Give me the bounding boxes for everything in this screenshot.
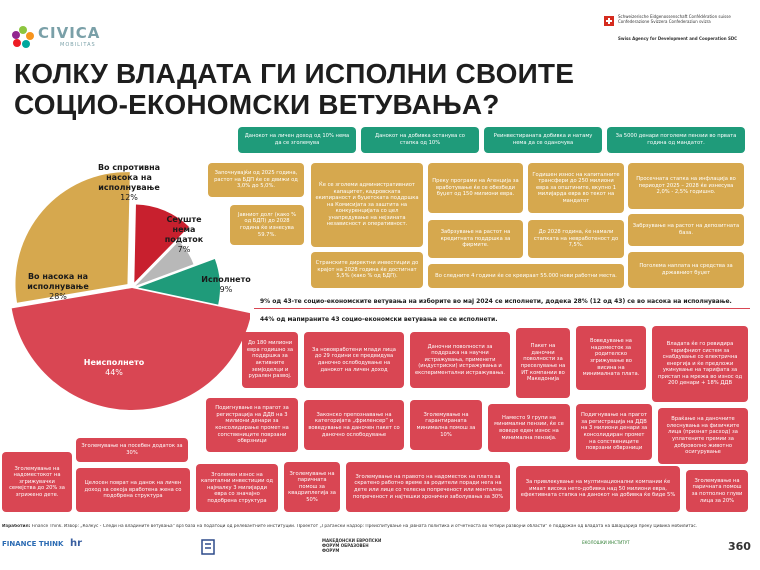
ecological-institute-logo: ЕКОЛОШКИ ИНСТИТУТ bbox=[582, 540, 630, 545]
source-note bbox=[2, 524, 758, 529]
unfulfilled-promise bbox=[304, 332, 404, 388]
pie-label-unfulfilled-line1: Неисполнето bbox=[83, 358, 145, 367]
summary-fulfilled: 9% од 43-те социо-економските ветувања на изборите во мај 2024 се исполнети, додека 28% (12 од 43) се во насока на исполнување. bbox=[260, 298, 732, 305]
unfulfilled-promise bbox=[410, 400, 482, 450]
pie-label-fulfilled-line1: Исполнето bbox=[201, 275, 251, 284]
youth-forum-logo: МАКЕДОНСКИ ЕВРОПСКИ ФОРУМ ОБРАЗОВЕН ФОРУМ bbox=[322, 538, 382, 553]
summary-unfulfilled: 44% од мапираните 43 социо-економски ветувања не се исполнети. bbox=[260, 316, 498, 323]
unfulfilled-promise-text: Целосен поврат на данок на личен доход за секоја вработена жена со подобрена структура bbox=[84, 480, 182, 500]
partner-emblem-icon bbox=[200, 538, 216, 556]
swiss-confederation-text: Schweizerische Eidgenossenschaft Confédération suisse Confederazione Svizzera Confederaziun svizra bbox=[618, 14, 731, 24]
in-progress-promise-text: Годишен износ на капиталните трансфери до 250 милиони евра за општините, вкупно 1 милијарда евра во текот на мандатот bbox=[532, 171, 620, 204]
pie-label-contrary bbox=[94, 163, 164, 203]
civica-subtitle: MOBILITAS bbox=[60, 42, 96, 48]
fulfilled-promise-text: Данокот на добивка останува со стапка од 10% bbox=[375, 133, 465, 146]
unfulfilled-promise-text: Законско препознавање на категоријата „фриленсер“ и воведување на даночен пакет со даночно ослободување bbox=[308, 411, 400, 438]
sdc-text: Swiss Agency for Development and Cooperation SDC bbox=[618, 36, 738, 41]
unfulfilled-promise-text: Даночни поволности за поддршка на научни истражувања, применети (индустриски) истражувања и експериментални истражувања. bbox=[414, 343, 506, 376]
unfulfilled-promise bbox=[576, 326, 646, 390]
pie-label-in-progress-line1: Во насока на bbox=[27, 272, 89, 281]
pie-label-no-data bbox=[154, 215, 214, 255]
pie-label-contrary-line1: Во спротивна bbox=[97, 163, 161, 172]
pie-label-no-data-line2: нема bbox=[172, 225, 196, 234]
unfulfilled-promise-text: Зголемување на паричната помош за потполно глуви лица за 20% bbox=[691, 477, 743, 504]
pie-label-no-data-line1: Сеуште bbox=[166, 215, 202, 224]
source-text: Finance Think. Извор: „Колкус - Следи на владините ветувања“ врз база на податоци од релевантните институции. Проектот „Граѓански надзор: Преиспитување на јавната политика и отчетноста во четири развојни области“ е поддржан од владата на Швајцарија преку Цивика мобилитас. bbox=[31, 524, 698, 529]
title-line-1: КОЛКУ ВЛАДАТА ГИ ИСПОЛНИ СВОИТЕ bbox=[14, 58, 575, 89]
page-title bbox=[14, 58, 634, 120]
unfulfilled-promise-text: Пакет на даночни поволности за преселување на ИТ компании во Македонија bbox=[520, 343, 566, 383]
in-progress-promise-text: Странските директни инвестиции до крајот на 2028 година ќе достигнат 5,5% (како % од БДП). bbox=[315, 260, 419, 280]
unfulfilled-promise-text: Подигнување на прагот за регистрација на ДДВ на 3 милиони денари за консолидиран промет на сопствениците поврзани обврзници bbox=[580, 412, 648, 452]
in-progress-promise bbox=[628, 252, 744, 288]
source-label: Изработил: bbox=[2, 524, 31, 529]
fulfilled-promise bbox=[238, 127, 356, 153]
in-progress-promise-text: Преку програми на Агенција за вработување ќе се обезбеди буџет од 150 милиони евра. bbox=[432, 178, 519, 198]
fulfilled-promise-text: За 5000 денари поголеми пензии во првата година од мандатот. bbox=[615, 133, 737, 146]
title-line-2: СОЦИО-ЕКОНОМСКИ ВЕТУВАЊА? bbox=[14, 89, 500, 120]
unfulfilled-promise-text: За привлекување на мултинационални компании ќе имаат висока нето-добивка над 50 милиони евра, ефективната стапка на данокот на добивка ќе биде 5% bbox=[520, 479, 676, 499]
unfulfilled-promise bbox=[304, 400, 404, 450]
unfulfilled-promise-text: Зголемен износ на капитални инвестиции од најмалку 3 милијарди евра со значајно подобрена структура bbox=[201, 471, 273, 504]
pie-label-contrary-pct: 12% bbox=[120, 193, 138, 202]
pie-label-fulfilled-pct: 9% bbox=[219, 285, 233, 294]
pie-label-in-progress-pct: 28% bbox=[49, 292, 67, 301]
pie-label-contrary-line2: насока на bbox=[106, 173, 152, 182]
fulfilled-promise-text: Реинвестираната добивка и натаму нема да се оданочува bbox=[493, 133, 593, 146]
pie-label-unfulfilled bbox=[74, 358, 154, 378]
unfulfilled-promise-text: Зголемување на правото на надоместок на плата за скратено работно време за родители поради нега на дете или лице со телесна попреченост или ментална попреченост и најтешки хронични заболувања за 30% bbox=[352, 473, 504, 500]
in-progress-promise bbox=[311, 252, 423, 288]
in-progress-promise bbox=[428, 264, 624, 288]
unfulfilled-promise bbox=[658, 408, 748, 464]
fulfilled-promise bbox=[607, 127, 745, 153]
in-progress-promise bbox=[628, 163, 744, 209]
unfulfilled-promise bbox=[488, 404, 570, 452]
fulfilled-promise bbox=[361, 127, 479, 153]
fulfilled-promise-text: Данокот на личен доход од 10% нема да се зголемува bbox=[244, 133, 350, 146]
pie-slice-unfulfilled bbox=[12, 288, 250, 410]
unfulfilled-promise-text: Подигнување на прагот за регистрација на ДДВ на 3 милиони денари за консолидирање промет на сопствениците поврзани обврзници bbox=[215, 405, 289, 445]
in-progress-promise bbox=[428, 220, 523, 258]
unfulfilled-promise-text: Зголемување на надоместокот на згрижувачки семејства до 20% за згрижено дете. bbox=[9, 465, 65, 498]
unfulfilled-promise bbox=[576, 404, 652, 460]
in-progress-promise-text: Поголема наплата на средства за државниот буџет bbox=[639, 263, 733, 276]
unfulfilled-promise-text: Зголемување на паричната помош за квадриплегија за 50% bbox=[288, 470, 336, 503]
unfulfilled-promise bbox=[516, 466, 680, 512]
in-progress-promise bbox=[628, 214, 744, 246]
in-progress-promise-text: Јавниот долг (како % од БДП) до 2028 година ќе изнесува 59.7%. bbox=[237, 211, 297, 238]
unfulfilled-promise-text: Владата ќе го ревидира тарифниот систем за снабдување со електрична енергија и ќе предложи укинување на тарифата за пристап на мрежа во износ од 200 денари + 18% ДДВ bbox=[657, 340, 743, 387]
in-progress-promise-text: Просечната стапка на инфлација во периодот 2025 – 2028 ќе изнесува 2,0% - 2,5% годишно. bbox=[636, 176, 736, 196]
civica-flower-icon bbox=[10, 24, 36, 50]
in-progress-promise bbox=[528, 220, 624, 258]
unfulfilled-promise-text: Зголемување на посебен додаток за 30% bbox=[81, 443, 183, 456]
unfulfilled-promise-text: До 180 милиони евра годишно за поддршка за активните земјоделци и рурален развој. bbox=[246, 340, 294, 380]
summary-divider bbox=[254, 308, 750, 309]
unfulfilled-promise bbox=[284, 462, 340, 512]
pie-label-no-data-pct: 7% bbox=[177, 245, 191, 254]
swiss-sdc-logo bbox=[604, 14, 744, 54]
unfulfilled-promise-text: За нововработени млади лица до 29 години се предвидува даночно ослободување на данокот на личен доход bbox=[312, 346, 396, 373]
pie-label-fulfilled bbox=[196, 275, 256, 295]
unfulfilled-promise bbox=[516, 328, 570, 398]
swiss-flag-icon bbox=[604, 16, 614, 26]
in-progress-promise-text: Забрзување на растот на депозитната база. bbox=[632, 223, 740, 236]
in-progress-promise bbox=[208, 163, 304, 197]
unfulfilled-promise-text: Воведување на надоместок за родителско згрижување во висина на минималната плата. bbox=[582, 338, 640, 378]
civica-wordmark: CIVICA bbox=[38, 24, 101, 42]
in-progress-promise-text: До 2028 година, ќе намали стапката на невработеност до 7,5%. bbox=[533, 229, 619, 249]
pie-label-in-progress bbox=[18, 272, 98, 302]
in-progress-promise bbox=[428, 163, 523, 213]
unfulfilled-promise bbox=[686, 470, 748, 512]
unfulfilled-promise bbox=[346, 462, 510, 512]
unfulfilled-promise-text: Враќање на даночните олеснувања на физичките лица (признат расход) за уплатените премии за доброволно животно осигурување bbox=[666, 416, 740, 456]
in-progress-promise bbox=[311, 163, 423, 247]
unfulfilled-promise bbox=[2, 452, 72, 512]
in-progress-promise-text: Забрзување на растот на кредитната поддршка за фирмите. bbox=[440, 229, 511, 249]
unfulfilled-promise bbox=[652, 326, 748, 402]
unfulfilled-promise bbox=[242, 332, 298, 388]
pie-label-contrary-line3: исполнување bbox=[98, 183, 160, 192]
finance-think-logo: FINANCE THINK bbox=[2, 540, 64, 548]
unfulfilled-promise bbox=[206, 398, 298, 452]
partner-logo-hr: hr bbox=[70, 538, 83, 549]
unfulfilled-promise bbox=[410, 332, 510, 388]
unfulfilled-promise-text: Зголемување на гарантираната минимална помош за 10% bbox=[416, 411, 476, 438]
in-progress-promise-text: Започнувајќи од 2025 година, растот на БДП ќе се движи од 3,0% до 5,0%. bbox=[214, 170, 298, 190]
in-progress-promise-text: Во следните 4 години ќе се креираат 55.000 нови работни места. bbox=[435, 272, 617, 279]
in-progress-promise-text: Ќе се зголеми административниот капацитет, кадровската екипираност и буџетската поддршка на Комисијата за заштита на конкуренцијата со цел унапредување на нејзината независност и оперативност. bbox=[315, 181, 419, 228]
page-number: 360 bbox=[728, 540, 751, 553]
unfulfilled-promise bbox=[196, 464, 278, 512]
civica-logo bbox=[10, 22, 101, 52]
fulfilled-promise bbox=[484, 127, 602, 153]
unfulfilled-promise bbox=[76, 468, 190, 512]
unfulfilled-promise bbox=[76, 438, 188, 462]
unfulfilled-promise-text: Наместо 9 групи на минимални пензии, ќе се воведе еден износ на минимална пензија. bbox=[494, 414, 564, 441]
in-progress-promise bbox=[528, 163, 624, 213]
in-progress-promise bbox=[230, 205, 304, 245]
pie-label-no-data-line3: податок bbox=[164, 235, 204, 244]
pie-label-in-progress-line2: исполнување bbox=[27, 282, 89, 291]
pie-label-unfulfilled-pct: 44% bbox=[105, 368, 123, 377]
